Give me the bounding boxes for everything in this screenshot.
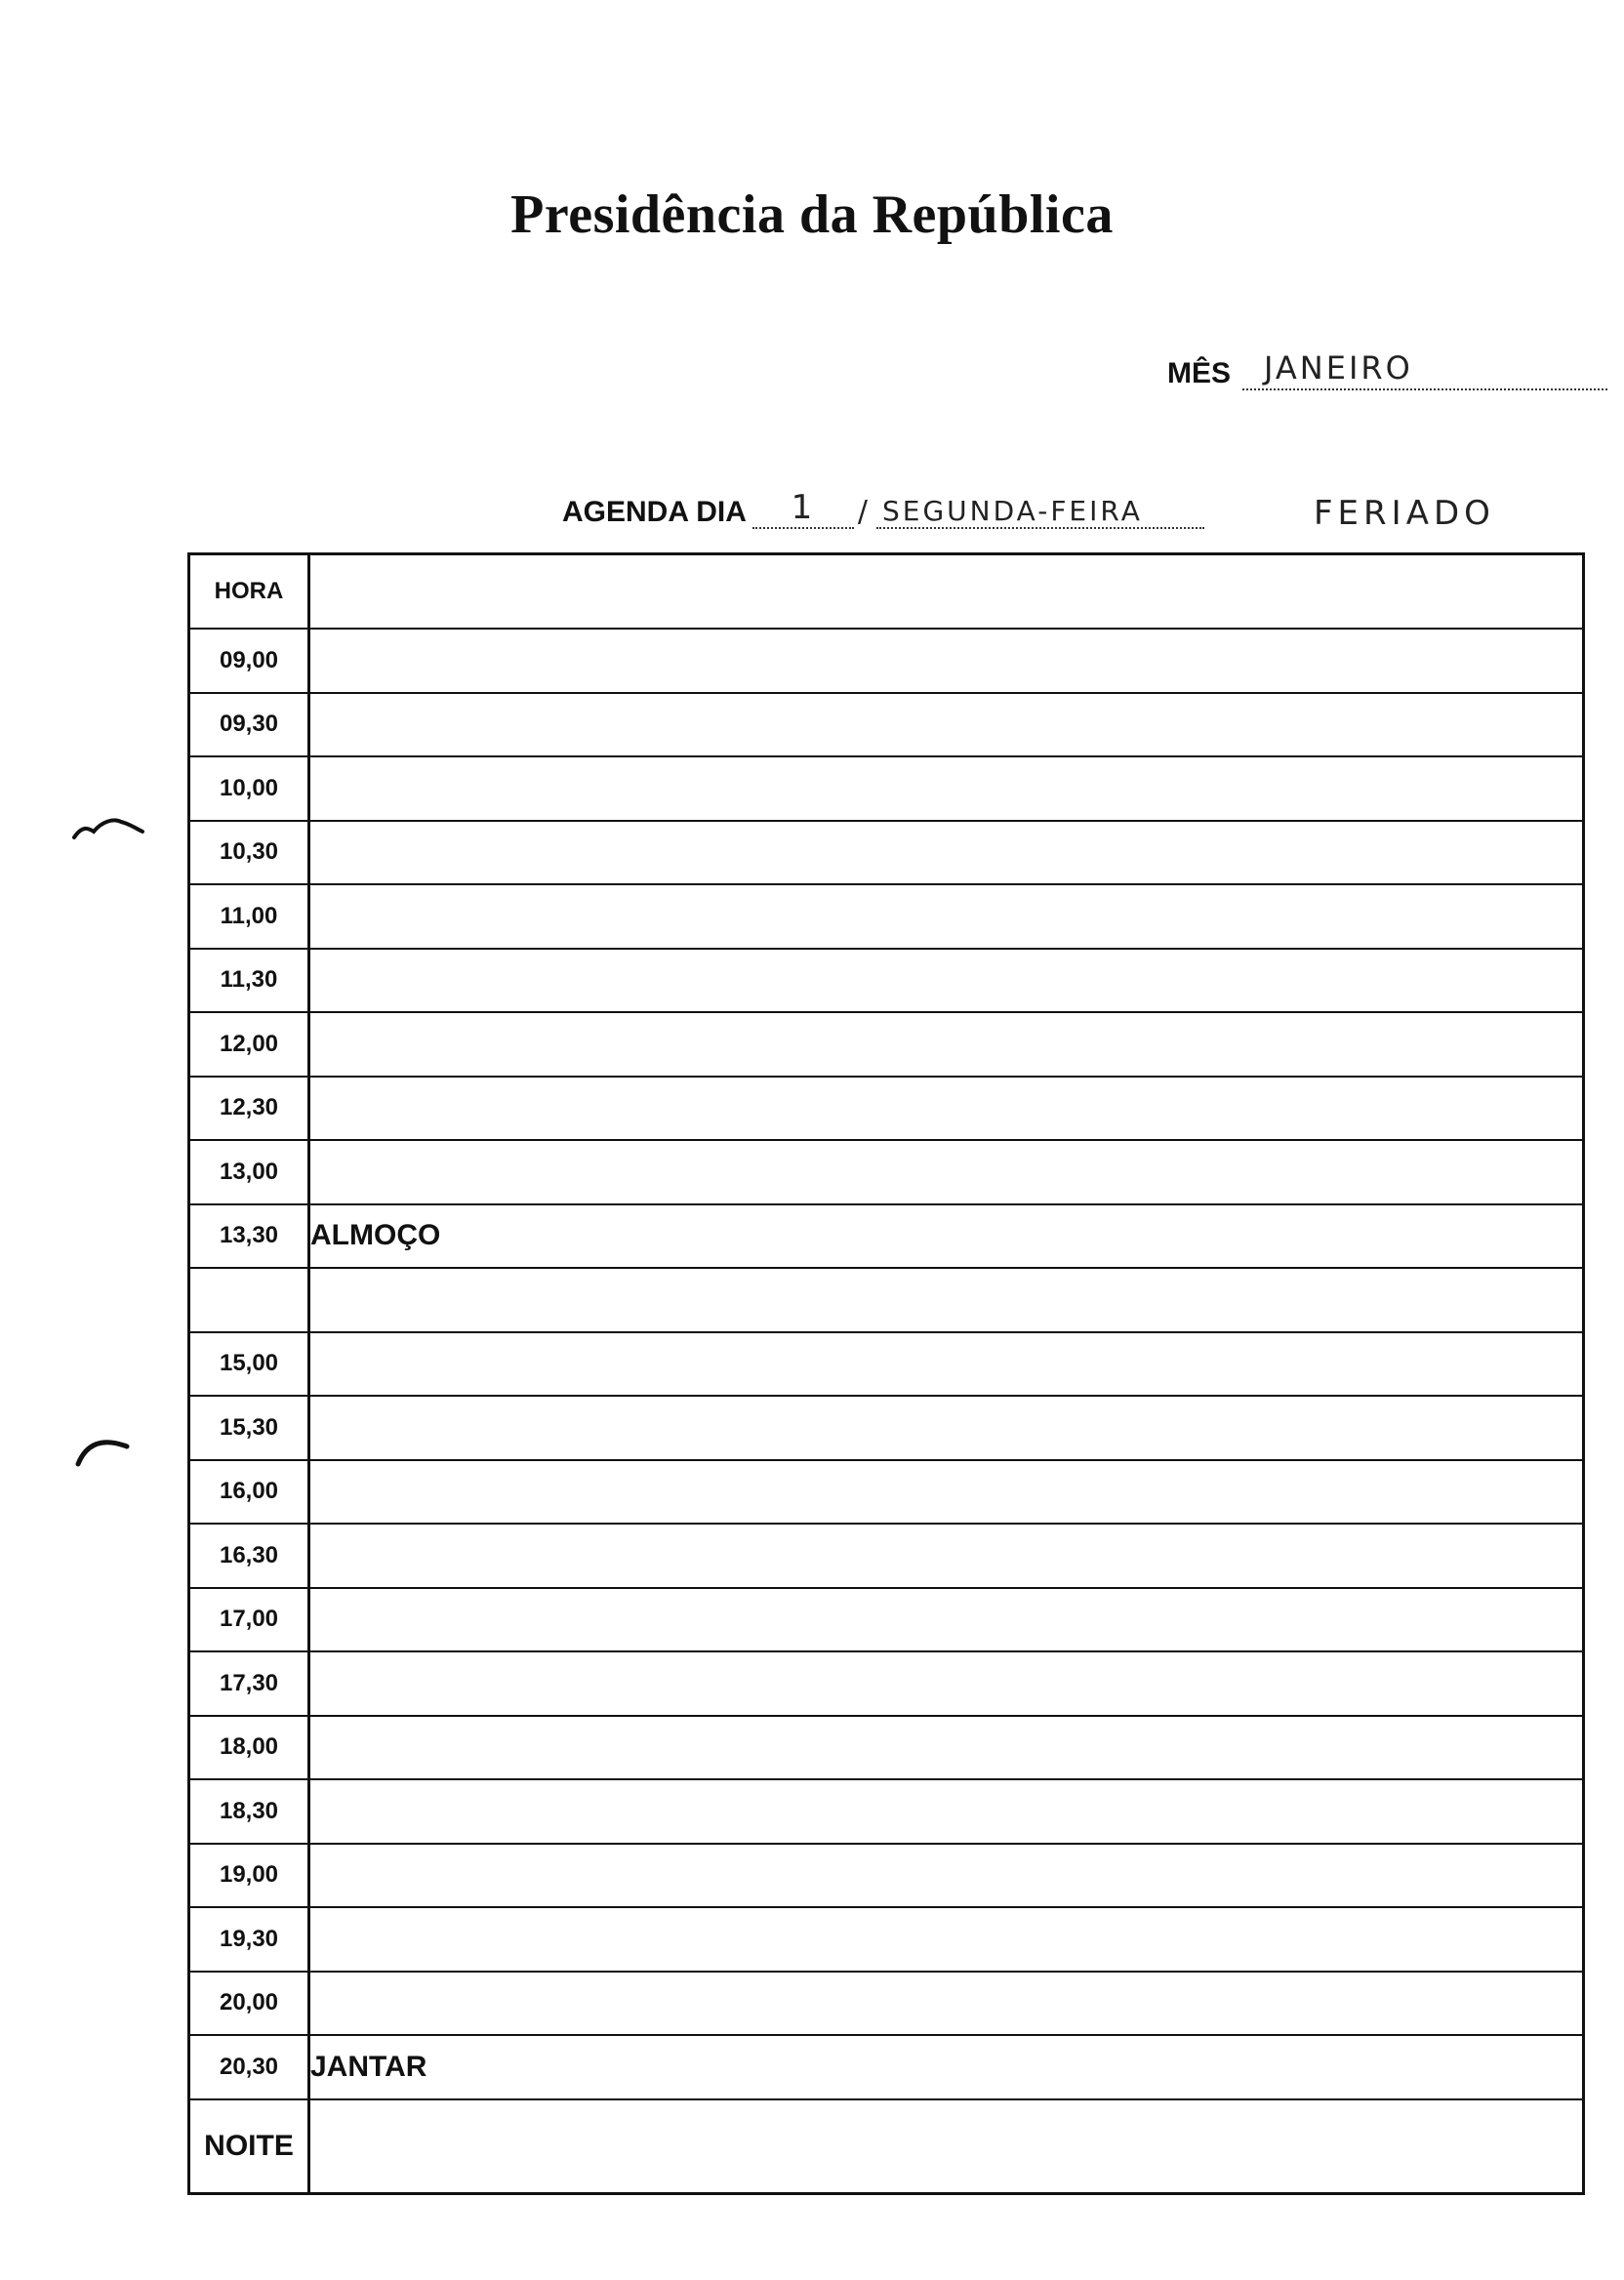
- month-value: JANEIRO: [1242, 349, 1607, 390]
- table-row: [189, 756, 1584, 821]
- hour-cell: 13,30: [189, 1204, 309, 1269]
- entry-cell[interactable]: [309, 821, 1584, 885]
- month-label: MÊS: [1167, 357, 1232, 389]
- agenda-table: [187, 552, 1585, 2195]
- table-row: [189, 1140, 1584, 1204]
- hour-cell: 09,00: [189, 629, 309, 693]
- entry-cell[interactable]: [309, 1012, 1584, 1077]
- hour-cell: 11,00: [189, 884, 309, 949]
- entry-cell[interactable]: ALMOÇO: [309, 1204, 1584, 1269]
- agenda-day-field: [562, 488, 1204, 529]
- entry-cell[interactable]: [309, 1716, 1584, 1780]
- table-header-row: [189, 554, 1584, 630]
- entry-cell[interactable]: [309, 1268, 1584, 1332]
- table-row: [189, 1077, 1584, 1141]
- entry-cell[interactable]: [309, 1140, 1584, 1204]
- night-row: [189, 2099, 1584, 2194]
- month-field: [1167, 349, 1607, 390]
- agenda-separator: /: [857, 495, 872, 529]
- table-row: [189, 1844, 1584, 1908]
- entry-cell[interactable]: [309, 1651, 1584, 1716]
- entry-cell[interactable]: [309, 1907, 1584, 1972]
- table-row: [189, 1268, 1584, 1332]
- table-row: [189, 1396, 1584, 1460]
- night-label: NOITE: [189, 2099, 309, 2194]
- table-row: [189, 949, 1584, 1013]
- table-row: [189, 693, 1584, 757]
- table-row: [189, 1972, 1584, 2036]
- hour-cell: 10,30: [189, 821, 309, 885]
- hour-cell: 10,00: [189, 756, 309, 821]
- entry-cell[interactable]: [309, 1588, 1584, 1652]
- hour-cell: 17,00: [189, 1588, 309, 1652]
- page-title: Presidência da República: [510, 184, 1114, 245]
- table-row: [189, 1588, 1584, 1652]
- hour-cell: 15,00: [189, 1332, 309, 1397]
- entry-cell[interactable]: [309, 693, 1584, 757]
- table-row: [189, 1716, 1584, 1780]
- entry-cell[interactable]: [309, 1779, 1584, 1844]
- entry-column-header: [309, 554, 1584, 630]
- agenda-label: AGENDA DIA: [562, 496, 747, 528]
- hour-cell: 16,00: [189, 1460, 309, 1525]
- agenda-day-value: 1: [752, 488, 854, 529]
- entry-cell[interactable]: [309, 1396, 1584, 1460]
- entry-cell[interactable]: [309, 949, 1584, 1013]
- table-row: [189, 821, 1584, 885]
- hour-cell: 19,30: [189, 1907, 309, 1972]
- table-row: [189, 2035, 1584, 2099]
- night-entry-cell[interactable]: [309, 2099, 1584, 2194]
- entry-cell[interactable]: [309, 1524, 1584, 1588]
- pen-mark-upper: [70, 808, 148, 843]
- table-row: [189, 884, 1584, 949]
- hour-column-header: HORA: [189, 554, 309, 630]
- table-row: [189, 1524, 1584, 1588]
- hour-cell: 16,30: [189, 1524, 309, 1588]
- hour-cell: 19,00: [189, 1844, 309, 1908]
- hour-cell: [189, 1268, 309, 1332]
- table-row: [189, 1651, 1584, 1716]
- table-row: [189, 1204, 1584, 1269]
- entry-cell[interactable]: [309, 1972, 1584, 2036]
- entry-cell[interactable]: [309, 1332, 1584, 1397]
- table-row: [189, 1460, 1584, 1525]
- entry-cell[interactable]: [309, 1077, 1584, 1141]
- hour-cell: 20,30: [189, 2035, 309, 2099]
- table-row: [189, 1779, 1584, 1844]
- hour-cell: 20,00: [189, 1972, 309, 2036]
- table-row: [189, 1907, 1584, 1972]
- entry-cell[interactable]: [309, 756, 1584, 821]
- hour-cell: 15,30: [189, 1396, 309, 1460]
- table-row: [189, 629, 1584, 693]
- hour-cell: 18,30: [189, 1779, 309, 1844]
- holiday-note: FERIADO: [1314, 494, 1495, 533]
- hour-cell: 11,30: [189, 949, 309, 1013]
- hour-cell: 17,30: [189, 1651, 309, 1716]
- table-row: [189, 1012, 1584, 1077]
- hour-cell: 18,00: [189, 1716, 309, 1780]
- agenda-weekday-value: SEGUNDA-FEIRA: [876, 495, 1204, 529]
- entry-cell[interactable]: [309, 1460, 1584, 1525]
- hour-cell: 09,30: [189, 693, 309, 757]
- entry-cell[interactable]: JANTAR: [309, 2035, 1584, 2099]
- entry-cell[interactable]: [309, 629, 1584, 693]
- hour-cell: 13,00: [189, 1140, 309, 1204]
- entry-cell[interactable]: [309, 1844, 1584, 1908]
- pen-mark-lower: [72, 1431, 135, 1470]
- entry-cell[interactable]: [309, 884, 1584, 949]
- table-row: [189, 1332, 1584, 1397]
- hour-cell: 12,30: [189, 1077, 309, 1141]
- hour-cell: 12,00: [189, 1012, 309, 1077]
